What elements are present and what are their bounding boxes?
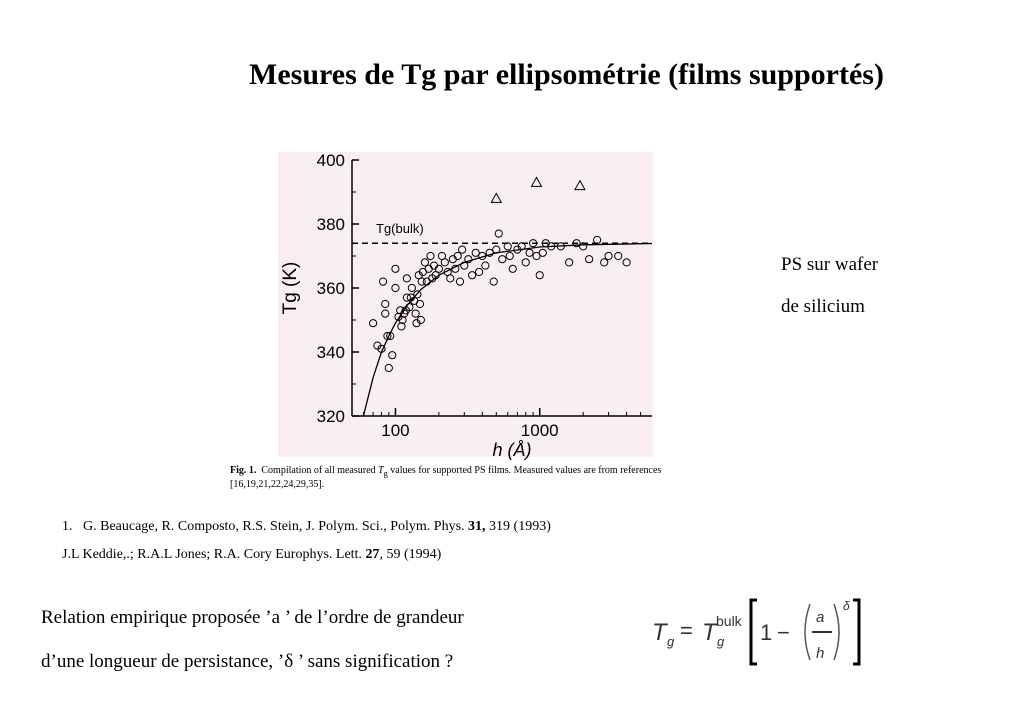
x-tick-label: 1000 [520, 421, 559, 440]
relation-line2: d’une longueur de persistance, ’δ ’ sans signification ? [41, 651, 454, 672]
reference-volume: 27 [365, 547, 380, 562]
tg-chart [270, 150, 660, 460]
equation-rhs: T [702, 619, 717, 646]
tg-equation [650, 596, 870, 668]
bulk-tg-label: Tg(bulk) [376, 221, 424, 237]
side-note-line1: PS sur wafer [781, 254, 879, 275]
y-tick-label: 380 [316, 215, 345, 234]
equation-lhs: T [652, 619, 667, 646]
equation-rhs-sup: bulk [716, 613, 742, 629]
figure-caption-symbol: T [378, 465, 384, 476]
reference-text: J.L Keddie,.; R.A.L Jones; R.A. Cory Europhys. Lett. [62, 547, 362, 562]
equation-minus: − [777, 620, 790, 645]
y-tick-label: 400 [316, 151, 345, 170]
x-axis-label: h (Å) [492, 440, 532, 460]
equation-left-paren [805, 604, 810, 660]
reference-1 [62, 519, 551, 535]
equation-lhs-sub: g [667, 634, 675, 649]
y-tick-label: 360 [316, 279, 345, 298]
equation-equals: = [680, 618, 693, 643]
figure-caption-label: Fig. 1. [230, 465, 257, 476]
equation-right-bracket [853, 600, 859, 664]
equation-denominator: h [816, 645, 825, 662]
figure-caption-symbol-sub: g [383, 469, 388, 478]
reference-pages: 319 (1993) [489, 519, 551, 534]
reference-pages: , 59 (1994) [379, 547, 442, 562]
y-tick-label: 320 [316, 407, 345, 426]
y-axis-label: Tg (K) [280, 261, 301, 315]
side-note-line2: de silicium [781, 296, 865, 317]
relation-line1: Relation empirique proposée ’a ’ de l’ordre de grandeur [41, 607, 464, 628]
equation-numerator: a [816, 609, 825, 626]
figure-caption-text: Compilation of all measured [261, 465, 376, 476]
equation-left-bracket [751, 600, 757, 664]
reference-volume: 31, [468, 519, 486, 534]
y-tick-label: 340 [316, 343, 345, 362]
reference-number: 1. [62, 519, 73, 534]
equation-right-paren [834, 604, 839, 660]
equation-one: 1 [760, 620, 773, 645]
figure-caption [230, 465, 700, 490]
reference-2 [62, 547, 441, 563]
reference-text: G. Beaucage, R. Composto, R.S. Stein, J. Polym. Sci., Polym. Phys. [83, 519, 465, 534]
x-tick-label: 100 [381, 421, 410, 440]
page-title: Mesures de Tg par ellipsométrie (films supportés) [249, 58, 884, 91]
equation-rhs-sub: g [717, 634, 725, 649]
figure-caption-text2: values for supported PS films. Measured values are from references [16,19,21,22,24,29,35]. [230, 465, 662, 490]
equation-exponent: δ [843, 599, 850, 613]
